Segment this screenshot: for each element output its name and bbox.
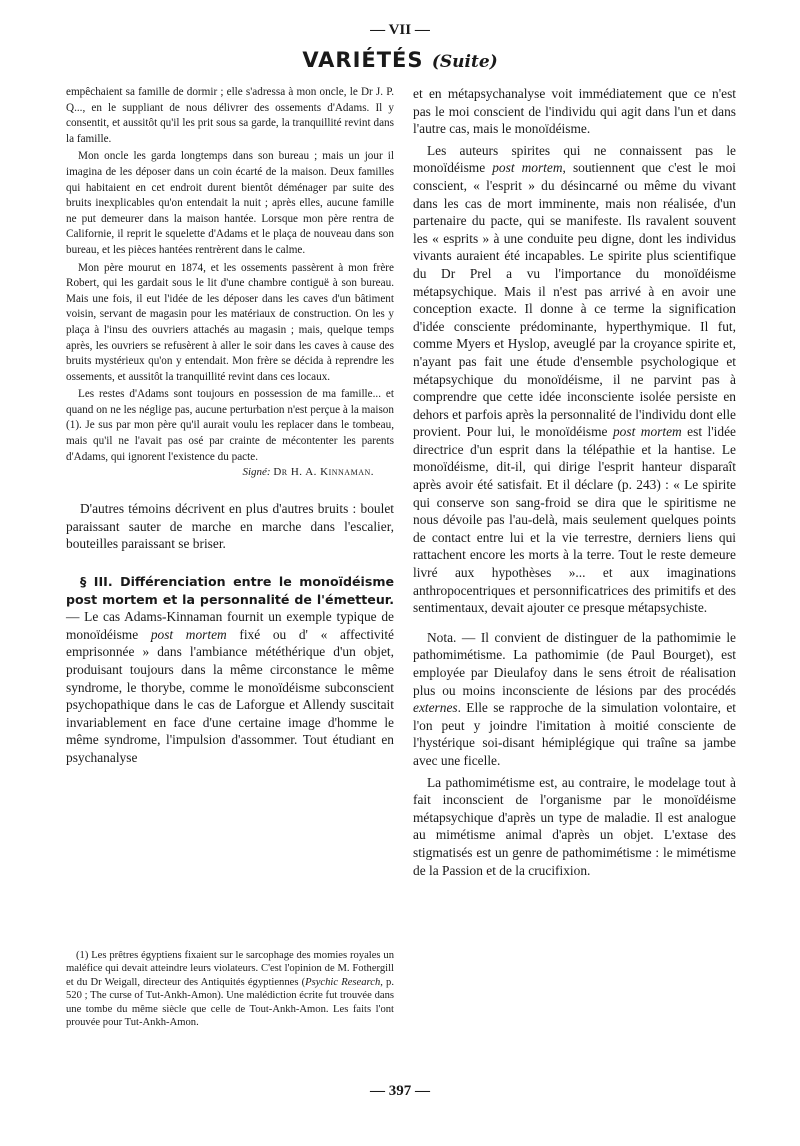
paragraph: Mon oncle les garda longtemps dans son bureau ; mais un jour il imagina de les déposer dans un coin écarté de la maison. Deux familles qui habitaient en cet endroit durent bientôt déménager par suite des bruits inexplicables qu'on entendait la nuit ; après elles, aucune famille ne put demeurer dans la maison hantée. Lorsque mon père rentra de Californie, il reprit le squelette d'Adams et le plaça de nouveau dans son bureau, et les pièces hantées rentrèrent dans le calme.: [66, 150, 394, 256]
title-suffix: (Suite): [431, 52, 498, 72]
text-run: (1) Les prêtres égyptiens fixaient sur le sarcophage des momies royales un maléfice qui devait atteindre leurs violateurs. C'est l'opinion de M. Fothergill et du Dr Weigall, directeur des Antiquités égyptiennes (: [66, 950, 394, 988]
text-run: externes: [413, 700, 458, 716]
text-run: post mortem: [612, 424, 682, 440]
paragraph: Mon père mourut en 1874, et les ossements passèrent à mon frère Robert, qui les gardait sous le lit d'une chambre contiguë à son bureau. Mais une fois, il eut l'idée de les déposer dans les caves d'un bâtiment voisin, servant de magasin pour les matériaux de construction. On les y plaça à l'insu des ouvriers attachés au magasin ; mais, quelque temps après, les ouvriers se refusèrent à aller le soir dans les caves à cause des bruits mystérieux qu'on y entendait. Mon frère se décida à reprendre les ossements, et aussitôt la tranquillité revint dans ces locaux.: [66, 261, 394, 383]
roman-page-number: — VII —: [370, 22, 430, 38]
title-text: VARIÉTÉS: [302, 48, 424, 72]
section-title: [0, 48, 800, 72]
paragraph: [413, 142, 736, 617]
text-run: Psychic Research: [305, 976, 381, 988]
signature-label: Signé:: [242, 466, 271, 479]
text-run: Nota. — Il convient de distinguer de la pathomimie le pathomimétisme. La pathomimie (de Paul Bourget), est employée par Dieulafoy dans le sens étroit de réalisation plus ou moins inconsciente de lésions par des procédés: [413, 629, 736, 698]
signature: [66, 466, 394, 478]
text-run: post mortem: [150, 626, 227, 642]
section-paragraph: [66, 573, 394, 767]
text-run: fixé ou d' « affectivité emprisonnée » dans l'ambiance météthérique d'un objet, produisant toujours dans la même circonstance le même syndrome, le thorybe, comme le monoïdéisme subconscient psychopathique dans le cas de Laforgue et Allendy suscitait invariablement en face d'une certaine image d'homme le même syndrome, l'impulsion d'assommer. Tout étudiant en psychanalyse: [66, 626, 394, 765]
signature-name: Dr H. A. Kinnaman.: [273, 466, 374, 479]
text-run: est l'idée directrice d'un esprit dans la télépathie et la hantise. Le monoïdéisme, dit-il, qui dirige l'esprit hanteur disparaît après avoir été satisfait. Et il déclare (p. 243) : « Le spirite qui conserve son sang-froid se dira que le spiritisme ne nous dévoile pas l'au-delà, mais seulement quelques points de contact entre lui et la vie terrestre, derniers liens qui rattachent encore les morts à la terre. Tout le reste demeure livré aux hypothèses »... et aux imaginations anthropocentriques et personnificatrices des primitifs et des sentimentaux, devait ajouter ce presque métapsychiste.: [413, 424, 736, 616]
paragraph: empêchaient sa famille de dormir ; elle s'adressa à mon oncle, le Dr J. P. Q..., en le suppliant de nous délivrer des ossements d'Adams. Il y consentit, et aussitôt qu'il les prit sous sa garde, la tranquillité revint dans la famille.: [66, 86, 394, 145]
page-number: — 397 —: [370, 1083, 430, 1099]
section-heading: § III. Différenciation entre le monoïdéisme post mortem et la personnalité de l'émetteur.: [66, 574, 394, 607]
paragraph: et en métapsychanalyse voit immédiatement que ce n'est pas le moi conscient de l'individu qui agit dans l'un et dans l'autre cas, mais le monoïdéisme.: [413, 86, 736, 137]
text-run: — Le cas Adams-Kinnaman fournit un exemple typique de monoïdéisme: [66, 609, 394, 642]
left-column: [66, 85, 394, 767]
text-run: Les auteurs spirites qui ne connaissent pas le monoïdéisme: [413, 142, 736, 176]
text-run: post mortem: [492, 160, 563, 176]
text-run: , p. 520 ; The curse of Tut-Ankh-Amon). Une malédiction écrite fut trouvée dans une tombe du même siècle que celle de Tout-Ankh-Amon. Les faits l'ont prouvée pour Tut-Ankh-Amon.: [66, 976, 394, 1029]
nota-paragraph: [413, 629, 736, 770]
paragraph: Les restes d'Adams sont toujours en possession de ma famille... et quand on ne les néglige pas, aucune perturbation n'est perçue à la maison (1). Je sus par mon père qu'il aurait voulu les replacer dans le tombeau, mais qu'il ne l'avait pas osé par crainte de mécontenter les parents d'Adams, qui ignorent l'existence du pacte.: [66, 388, 394, 463]
text-run: , soutiennent que c'est le moi conscient, « l'esprit » du désincarné ou même du vivant dans les cas de mort imminente, mais non réalisée, d'un partenaire du pacte, qui se manifeste. Ils ravalent souvent les « esprits » à une conduite peu digne, dont les individus vivants auraient été incapables. Le spirite plus scientifique du Dr Prel a vu l'importance du monoïdéisme métapsychique. Mais il n'est pas arrivé à en avoir une conception exacte. Il donne à ce terme la signification d'idée consciente prédominante, hyperthymique. Il fut, comme Myers et Hyslop, aveuglé par la croyance spirite et, n'ayant pas fait une étude d'ensemble psychologique et métapsychique du monoïdéisme, il ne parvint pas à comprendre que cette idée inconsciente isolée persiste en dehors et parfois après la personnalité de l'individu dont elle provient. Pour lui, le monoïdéisme: [413, 160, 736, 440]
paragraph: D'autres témoins décrivent en plus d'autres bruits : boulet paraissant sauter de marche en marche dans l'escalier, bouteilles paraissant se briser.: [66, 501, 394, 552]
paragraph: La pathomimétisme est, au contraire, le modelage tout à fait inconscient de l'organisme par le monoïdéisme métapsychique d'après un type de maladie. Il est analogue au mimétisme animal d'après un objet. L'extase des stigmatisés est un genre de pathomimétisme : le mimétisme de la Passion et de la crucifixion.: [413, 774, 736, 878]
right-column: [413, 85, 736, 879]
footnote: [66, 949, 394, 1029]
text-run: . Elle se rapproche de la simulation volontaire, et l'on peut y joindre l'imitation à moitié consciente de l'hystérique soi-disant hémiplégique qui traîne sa jambe avec une ficelle.: [413, 700, 736, 768]
